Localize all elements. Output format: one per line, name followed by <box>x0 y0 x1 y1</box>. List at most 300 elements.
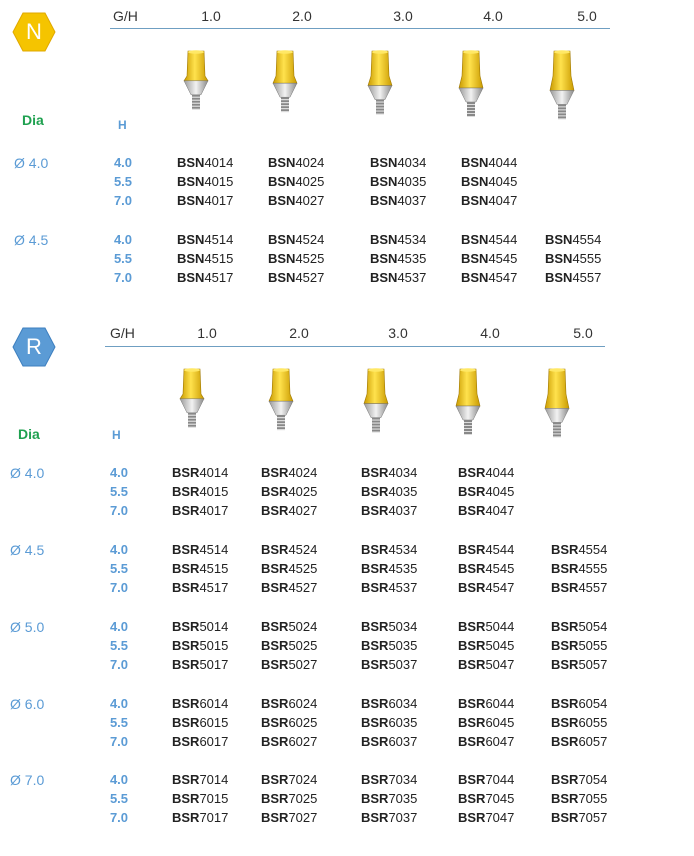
size-badge-r <box>12 327 56 367</box>
diameter-label: Ø 4.0 <box>10 465 45 481</box>
product-code <box>458 655 514 674</box>
product-code <box>551 540 607 559</box>
product-code <box>361 694 417 713</box>
product-code <box>172 713 228 732</box>
product-code-prefix: BSN <box>177 251 205 266</box>
abutment-image <box>547 50 577 130</box>
product-code-prefix: BSR <box>172 715 200 730</box>
product-code-number: 4517 <box>204 270 234 285</box>
abutment-image <box>266 368 296 448</box>
product-code-prefix: BSR <box>172 619 200 634</box>
product-code <box>361 559 417 578</box>
product-code <box>268 153 324 172</box>
abutment-icon <box>266 368 296 448</box>
product-code <box>361 482 417 501</box>
product-code <box>361 540 417 559</box>
product-code-number: 6034 <box>388 696 418 711</box>
product-code-prefix: BSN <box>268 270 296 285</box>
dia-label: Dia <box>22 112 44 128</box>
product-code-number: 7047 <box>485 810 515 825</box>
product-code <box>172 559 228 578</box>
product-code <box>172 655 228 674</box>
abutment-image <box>453 368 483 448</box>
gh-header: 5.0 <box>573 325 593 341</box>
product-code-number: 5057 <box>578 657 608 672</box>
badge-letter: N <box>26 19 42 44</box>
height-value: 4.0 <box>109 696 129 711</box>
product-code-number: 6055 <box>578 715 608 730</box>
product-code <box>545 249 601 268</box>
product-code-number: 6047 <box>485 734 515 749</box>
product-code-number: 4017 <box>204 193 234 208</box>
product-code-number: 4014 <box>199 465 229 480</box>
product-code-prefix: BSR <box>172 696 200 711</box>
product-code-prefix: BSR <box>261 696 289 711</box>
product-code-number: 4014 <box>204 155 234 170</box>
product-code-number: 5045 <box>485 638 515 653</box>
product-code-number: 4535 <box>388 561 418 576</box>
product-code-prefix: BSR <box>361 638 389 653</box>
product-code-number: 7015 <box>199 791 229 806</box>
product-code-number: 4027 <box>288 503 318 518</box>
product-code-prefix: BSR <box>361 696 389 711</box>
product-code-number: 4035 <box>397 174 427 189</box>
product-code-prefix: BSR <box>172 465 200 480</box>
product-code <box>261 482 317 501</box>
product-code-prefix: BSN <box>461 251 489 266</box>
product-code <box>458 713 514 732</box>
product-code-prefix: BSR <box>261 638 289 653</box>
product-code <box>177 268 233 287</box>
product-code <box>458 789 514 808</box>
product-code-prefix: BSR <box>261 503 289 518</box>
product-code-prefix: BSR <box>172 810 200 825</box>
product-code <box>177 172 233 191</box>
product-code <box>261 636 317 655</box>
product-code <box>370 230 426 249</box>
product-code <box>261 578 317 597</box>
gh-header: 1.0 <box>197 325 217 341</box>
product-code-prefix: BSR <box>172 657 200 672</box>
product-code-number: 5015 <box>199 638 229 653</box>
product-code-number: 4027 <box>295 193 325 208</box>
product-code-prefix: BSR <box>261 619 289 634</box>
product-code <box>361 463 417 482</box>
product-code-prefix: BSN <box>370 193 398 208</box>
product-code-number: 7017 <box>199 810 229 825</box>
product-code-prefix: BSR <box>261 465 289 480</box>
product-code <box>458 732 514 751</box>
height-label: H <box>112 428 121 442</box>
product-code <box>458 808 514 827</box>
product-code-prefix: BSR <box>458 561 486 576</box>
product-code-prefix: BSR <box>172 561 200 576</box>
product-code-prefix: BSN <box>370 155 398 170</box>
product-code <box>551 636 607 655</box>
product-code-number: 7025 <box>288 791 318 806</box>
product-code <box>458 540 514 559</box>
abutment-icon <box>453 368 483 448</box>
height-value: 4.0 <box>113 232 133 247</box>
product-code-prefix: BSN <box>268 232 296 247</box>
product-code <box>172 540 228 559</box>
product-code-prefix: BSR <box>172 772 200 787</box>
product-code-number: 5025 <box>288 638 318 653</box>
product-code-prefix: BSN <box>545 232 573 247</box>
product-code <box>551 694 607 713</box>
product-code <box>551 732 607 751</box>
product-code-prefix: BSN <box>268 174 296 189</box>
product-code <box>458 770 514 789</box>
product-code-prefix: BSR <box>551 715 579 730</box>
product-code-prefix: BSR <box>172 734 200 749</box>
height-value: 5.5 <box>113 251 133 266</box>
height-value: 7.0 <box>109 734 129 749</box>
diameter-label: Ø 4.5 <box>14 232 49 248</box>
product-code-number: 6025 <box>288 715 318 730</box>
product-code-prefix: BSN <box>268 193 296 208</box>
product-code-number: 4554 <box>572 232 602 247</box>
product-code-number: 6015 <box>199 715 229 730</box>
product-code-prefix: BSR <box>551 657 579 672</box>
product-code-number: 7057 <box>578 810 608 825</box>
abutment-image <box>270 50 300 130</box>
product-code-number: 6037 <box>388 734 418 749</box>
product-code-prefix: BSR <box>172 542 200 557</box>
product-code <box>551 713 607 732</box>
product-code-number: 4517 <box>199 580 229 595</box>
product-code <box>458 463 514 482</box>
product-code-number: 7054 <box>578 772 608 787</box>
product-code-number: 4047 <box>485 503 515 518</box>
product-code-number: 4527 <box>295 270 325 285</box>
height-value: 7.0 <box>113 193 133 208</box>
product-code-prefix: BSR <box>458 772 486 787</box>
product-code-number: 4015 <box>204 174 234 189</box>
product-code-number: 4044 <box>488 155 518 170</box>
height-value: 4.0 <box>109 619 129 634</box>
product-code-prefix: BSR <box>551 638 579 653</box>
product-code-number: 6045 <box>485 715 515 730</box>
product-code-prefix: BSR <box>361 580 389 595</box>
product-code-number: 4545 <box>488 251 518 266</box>
abutment-icon <box>456 50 486 130</box>
product-code <box>172 694 228 713</box>
product-code-prefix: BSR <box>551 542 579 557</box>
product-code <box>261 617 317 636</box>
product-code <box>361 732 417 751</box>
product-code-prefix: BSR <box>551 696 579 711</box>
product-code <box>172 808 228 827</box>
abutment-image <box>542 368 572 448</box>
product-code <box>370 191 426 210</box>
product-code-number: 7035 <box>388 791 418 806</box>
product-code-prefix: BSR <box>361 657 389 672</box>
abutment-icon <box>547 50 577 130</box>
product-code-prefix: BSN <box>461 270 489 285</box>
product-code-number: 4045 <box>488 174 518 189</box>
abutment-image <box>361 368 391 448</box>
product-code-number: 4037 <box>397 193 427 208</box>
product-code <box>361 636 417 655</box>
height-value: 4.0 <box>109 772 129 787</box>
product-code <box>551 655 607 674</box>
product-code <box>458 578 514 597</box>
product-code-number: 4515 <box>204 251 234 266</box>
product-code <box>361 789 417 808</box>
product-code <box>458 501 514 520</box>
product-code-number: 5035 <box>388 638 418 653</box>
diameter-label: Ø 4.0 <box>14 155 49 171</box>
product-code-number: 5044 <box>485 619 515 634</box>
product-code-number: 5054 <box>578 619 608 634</box>
product-code-number: 7037 <box>388 810 418 825</box>
gh-column-label: G/H <box>110 325 135 341</box>
product-code <box>458 617 514 636</box>
product-code-prefix: BSN <box>177 270 205 285</box>
product-code <box>261 694 317 713</box>
product-code-number: 4514 <box>204 232 234 247</box>
height-value: 7.0 <box>109 810 129 825</box>
gh-header: 4.0 <box>480 325 500 341</box>
product-code-number: 4024 <box>288 465 318 480</box>
product-code-prefix: BSN <box>461 174 489 189</box>
product-code-prefix: BSN <box>177 193 205 208</box>
product-code <box>551 578 607 597</box>
product-code <box>458 694 514 713</box>
height-value: 5.5 <box>109 715 129 730</box>
product-code-number: 6014 <box>199 696 229 711</box>
product-code-prefix: BSR <box>458 503 486 518</box>
product-code <box>261 463 317 482</box>
diameter-label: Ø 7.0 <box>10 772 45 788</box>
product-code-number: 4534 <box>397 232 427 247</box>
product-code-prefix: BSN <box>268 155 296 170</box>
product-code-prefix: BSR <box>172 580 200 595</box>
product-code-prefix: BSR <box>458 657 486 672</box>
product-code-number: 4554 <box>578 542 608 557</box>
product-code-prefix: BSN <box>177 174 205 189</box>
product-code-number: 7044 <box>485 772 515 787</box>
product-code <box>177 191 233 210</box>
product-code <box>361 655 417 674</box>
product-code <box>361 808 417 827</box>
product-code-number: 4025 <box>288 484 318 499</box>
product-code <box>370 172 426 191</box>
product-code <box>261 770 317 789</box>
product-code-number: 4544 <box>485 542 515 557</box>
product-code-prefix: BSR <box>261 715 289 730</box>
product-code-prefix: BSR <box>458 715 486 730</box>
product-code-number: 4024 <box>295 155 325 170</box>
gh-header: 5.0 <box>577 8 597 24</box>
product-code-number: 7055 <box>578 791 608 806</box>
product-code-prefix: BSN <box>370 232 398 247</box>
product-code-number: 4525 <box>288 561 318 576</box>
product-code-prefix: BSR <box>172 484 200 499</box>
product-code-number: 6035 <box>388 715 418 730</box>
product-code-number: 4047 <box>488 193 518 208</box>
product-code <box>458 636 514 655</box>
product-code-number: 5055 <box>578 638 608 653</box>
product-code-number: 7045 <box>485 791 515 806</box>
product-code-number: 5047 <box>485 657 515 672</box>
product-code-prefix: BSN <box>461 193 489 208</box>
product-code-number: 6024 <box>288 696 318 711</box>
product-code-prefix: BSR <box>458 465 486 480</box>
product-code <box>172 732 228 751</box>
product-code-prefix: BSN <box>370 174 398 189</box>
gh-header: 2.0 <box>292 8 312 24</box>
product-code-prefix: BSR <box>172 791 200 806</box>
product-code-prefix: BSR <box>551 772 579 787</box>
product-code <box>268 268 324 287</box>
product-code-prefix: BSR <box>361 503 389 518</box>
product-code-number: 5034 <box>388 619 418 634</box>
product-code-number: 5017 <box>199 657 229 672</box>
product-code-prefix: BSR <box>261 484 289 499</box>
product-code <box>172 636 228 655</box>
product-code-number: 4515 <box>199 561 229 576</box>
product-code <box>268 191 324 210</box>
product-code-number: 4557 <box>578 580 608 595</box>
product-code <box>261 713 317 732</box>
product-code-number: 4547 <box>485 580 515 595</box>
product-code-number: 4555 <box>572 251 602 266</box>
product-code-prefix: BSR <box>458 580 486 595</box>
product-code-number: 4537 <box>397 270 427 285</box>
product-code <box>172 578 228 597</box>
product-code <box>261 559 317 578</box>
product-code-prefix: BSR <box>551 580 579 595</box>
product-code-prefix: BSN <box>461 155 489 170</box>
product-code <box>551 559 607 578</box>
product-code-prefix: BSR <box>261 580 289 595</box>
product-code <box>458 482 514 501</box>
abutment-image <box>181 50 211 130</box>
product-code-prefix: BSR <box>551 791 579 806</box>
product-code-prefix: BSR <box>551 734 579 749</box>
product-code-number: 4017 <box>199 503 229 518</box>
product-code-number: 7034 <box>388 772 418 787</box>
header-rule <box>110 28 610 29</box>
product-code-number: 4035 <box>388 484 418 499</box>
product-code-number: 4547 <box>488 270 518 285</box>
product-code-number: 4034 <box>388 465 418 480</box>
product-code-number: 4524 <box>288 542 318 557</box>
product-code-number: 4557 <box>572 270 602 285</box>
abutment-icon <box>177 368 207 448</box>
product-code-prefix: BSR <box>261 772 289 787</box>
product-code-number: 4527 <box>288 580 318 595</box>
product-code-number: 4045 <box>485 484 515 499</box>
product-code-number: 4524 <box>295 232 325 247</box>
gh-column-label: G/H <box>113 8 138 24</box>
product-code-number: 7027 <box>288 810 318 825</box>
product-code-number: 6027 <box>288 734 318 749</box>
product-code <box>172 501 228 520</box>
product-code-prefix: BSN <box>545 251 573 266</box>
diameter-label: Ø 4.5 <box>10 542 45 558</box>
product-code-prefix: BSN <box>370 251 398 266</box>
product-code <box>370 249 426 268</box>
product-code-prefix: BSR <box>458 696 486 711</box>
product-code <box>461 268 517 287</box>
product-code-prefix: BSR <box>361 734 389 749</box>
height-value: 5.5 <box>109 638 129 653</box>
height-value: 5.5 <box>113 174 133 189</box>
product-code-number: 7014 <box>199 772 229 787</box>
product-code <box>177 230 233 249</box>
product-code-prefix: BSN <box>461 232 489 247</box>
dia-label: Dia <box>18 426 40 442</box>
product-code <box>261 808 317 827</box>
product-code <box>551 770 607 789</box>
abutment-image <box>365 50 395 130</box>
product-code-number: 6017 <box>199 734 229 749</box>
product-code-number: 5024 <box>288 619 318 634</box>
height-value: 7.0 <box>113 270 133 285</box>
product-code-prefix: BSN <box>177 232 205 247</box>
product-code-number: 7024 <box>288 772 318 787</box>
product-code-number: 4025 <box>295 174 325 189</box>
product-code-prefix: BSR <box>172 638 200 653</box>
product-code-number: 6044 <box>485 696 515 711</box>
product-code-prefix: BSR <box>261 734 289 749</box>
product-code-prefix: BSR <box>361 772 389 787</box>
header-rule <box>105 346 605 347</box>
height-value: 4.0 <box>109 465 129 480</box>
product-code <box>461 230 517 249</box>
height-value: 7.0 <box>109 657 129 672</box>
product-code-number: 6054 <box>578 696 608 711</box>
product-code <box>458 559 514 578</box>
product-code-prefix: BSR <box>261 791 289 806</box>
product-code-prefix: BSR <box>458 734 486 749</box>
height-value: 5.5 <box>109 561 129 576</box>
product-code <box>268 249 324 268</box>
height-value: 4.0 <box>113 155 133 170</box>
product-code <box>261 732 317 751</box>
product-code-prefix: BSR <box>172 503 200 518</box>
product-code <box>370 153 426 172</box>
product-code-prefix: BSN <box>545 270 573 285</box>
product-code-prefix: BSR <box>261 561 289 576</box>
height-value: 5.5 <box>109 791 129 806</box>
product-code <box>361 578 417 597</box>
product-code <box>545 268 601 287</box>
product-code <box>461 191 517 210</box>
height-label: H <box>118 118 127 132</box>
product-code <box>551 617 607 636</box>
product-code-number: 4544 <box>488 232 518 247</box>
product-code <box>551 808 607 827</box>
abutment-icon <box>181 50 211 130</box>
product-code-prefix: BSR <box>361 561 389 576</box>
gh-header: 1.0 <box>201 8 221 24</box>
product-code <box>172 789 228 808</box>
product-code-number: 4037 <box>388 503 418 518</box>
abutment-icon <box>361 368 391 448</box>
product-code-prefix: BSR <box>458 484 486 499</box>
product-code <box>261 789 317 808</box>
product-code-number: 4555 <box>578 561 608 576</box>
product-code <box>361 713 417 732</box>
product-code-number: 4034 <box>397 155 427 170</box>
product-code-prefix: BSR <box>551 619 579 634</box>
product-code <box>461 153 517 172</box>
height-value: 4.0 <box>109 542 129 557</box>
